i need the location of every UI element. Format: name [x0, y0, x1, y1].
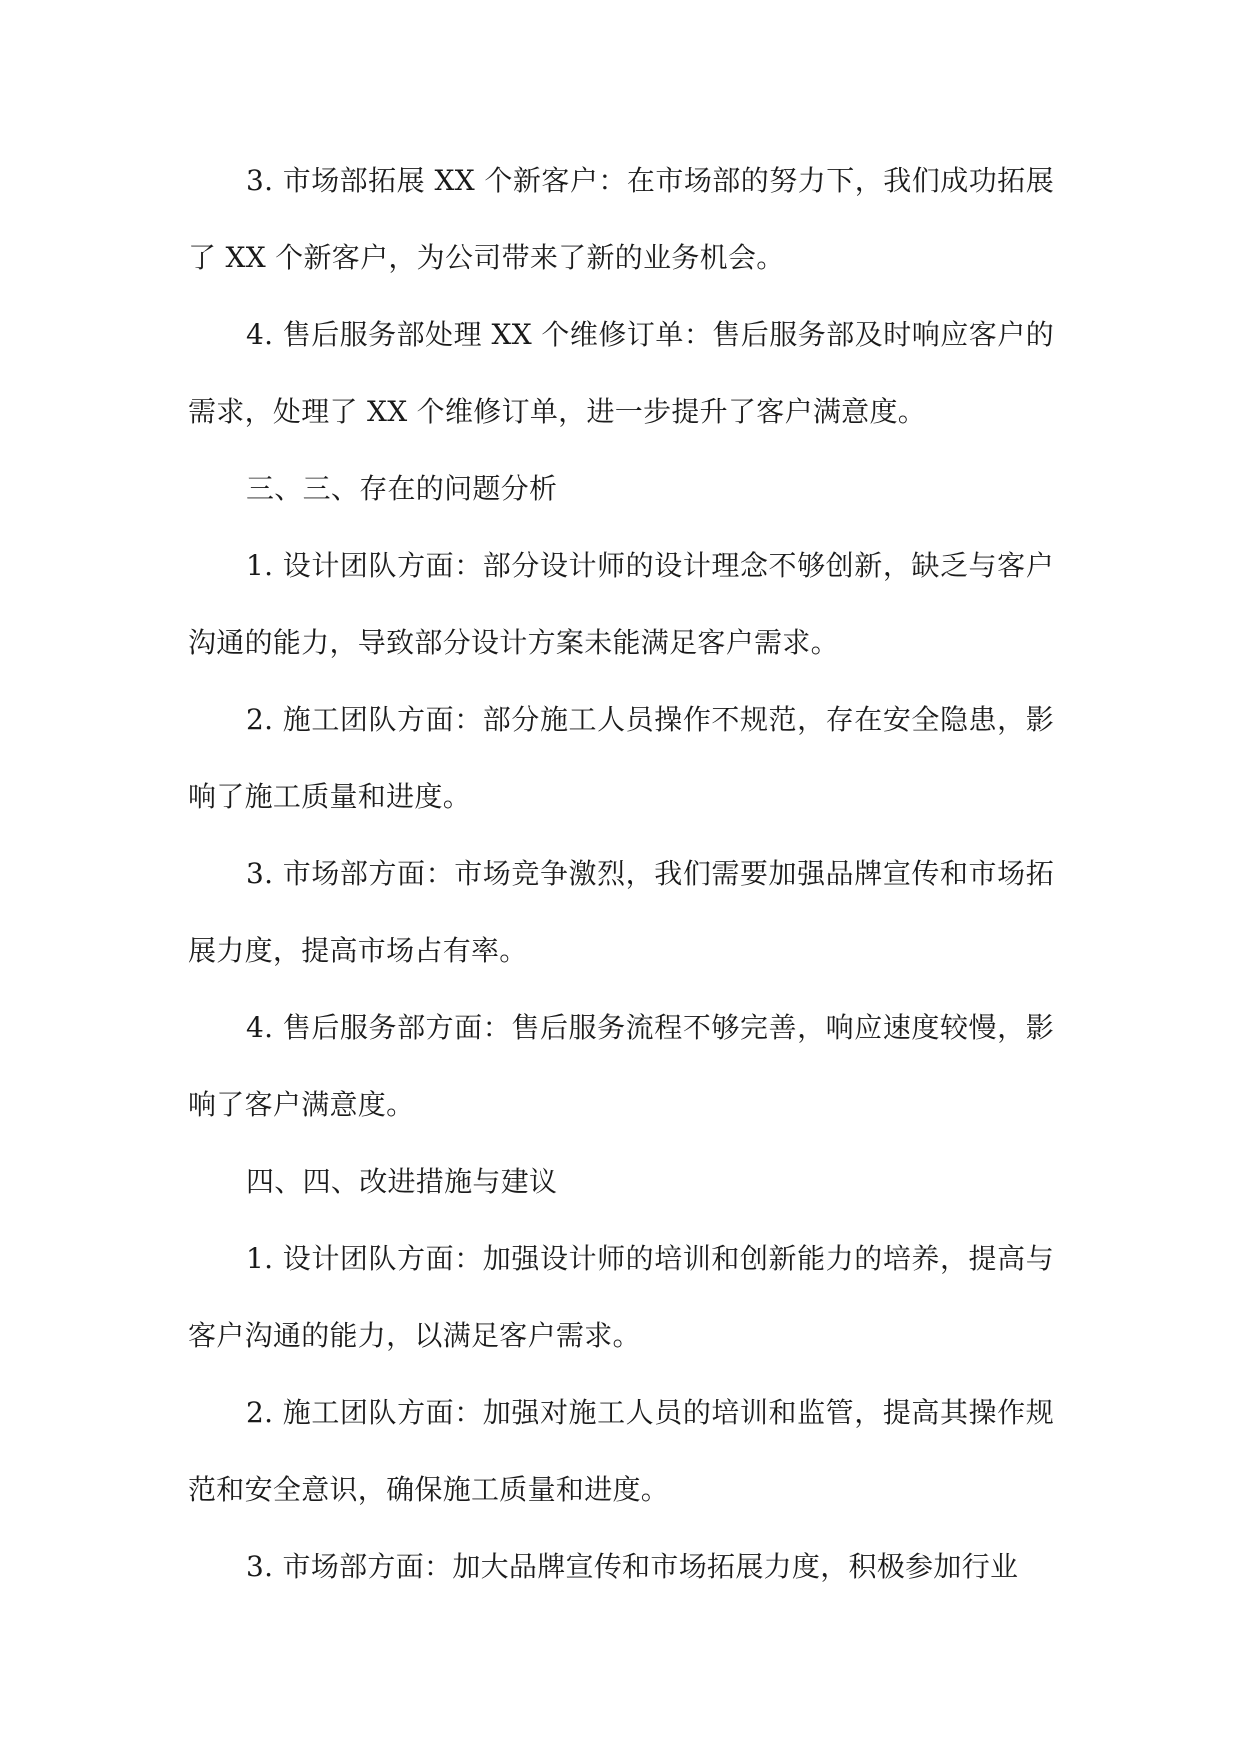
paragraph-problem-construction-team: 2. 施工团队方面：部分施工人员操作不规范，存在安全隐患，影响了施工质量和进度。	[188, 703, 1054, 813]
paragraph-improve-design-team: 1. 设计团队方面：加强设计师的培训和创新能力的培养，提高与客户沟通的能力，以满足客户需求。	[188, 1242, 1054, 1352]
paragraph-after-sales-orders: 4. 售后服务部处理 XX 个维修订单：售后服务部及时响应客户的需求，处理了 XX 个维修订单，进一步提升了客户满意度。	[188, 318, 1054, 428]
paragraph-problem-market: 3. 市场部方面：市场竞争激烈，我们需要加强品牌宣传和市场拓展力度，提高市场占有率。	[188, 857, 1054, 967]
paragraph-problem-after-sales: 4. 售后服务部方面：售后服务流程不够完善，响应速度较慢，影响了客户满意度。	[188, 1011, 1054, 1121]
paragraph-improve-market: 3. 市场部方面：加大品牌宣传和市场拓展力度，积极参加行业	[246, 1550, 1019, 1583]
paragraph-improve-construction-team: 2. 施工团队方面：加强对施工人员的培训和监管，提高其操作规范和安全意识，确保施工质量和进度。	[188, 1396, 1054, 1506]
section-heading-problems: 三、三、存在的问题分析	[246, 472, 558, 505]
paragraph-market-new-clients: 3. 市场部拓展 XX 个新客户：在市场部的努力下，我们成功拓展了 XX 个新客户，为公司带来了新的业务机会。	[188, 164, 1054, 274]
paragraph-problem-design-team: 1. 设计团队方面：部分设计师的设计理念不够创新，缺乏与客户沟通的能力，导致部分设计方案未能满足客户需求。	[188, 549, 1054, 659]
section-heading-improvements: 四、四、改进措施与建议	[246, 1165, 558, 1198]
document-body	[188, 142, 1054, 1605]
